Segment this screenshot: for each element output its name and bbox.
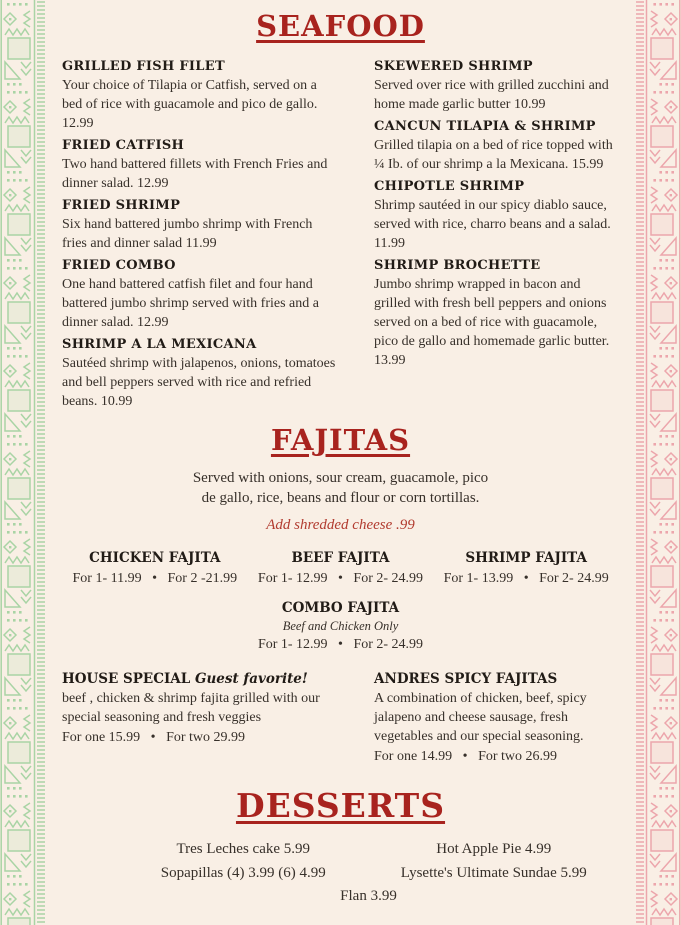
special-price: For one 14.99 • For two 26.99 — [374, 749, 558, 764]
dessert-item: Flan 3.99 — [340, 888, 397, 904]
item-desc: Two hand battered fillets with French Fries and dinner salad. 12.99 — [62, 157, 328, 191]
item-desc: Served over rice with grilled zucchini and home made garlic butter 10.99 — [374, 78, 609, 112]
item-desc: Your choice of Tilapia or Catfish, served on a bed of rice with guacamole and pico de gallo. 12.99 — [62, 78, 318, 131]
item-name: SHRIMP FAJITA — [465, 550, 587, 566]
fajitas-intro — [62, 468, 619, 508]
special-name: ANDRES SPICY FAJITAS — [374, 671, 558, 687]
special-price: For one 15.99 • For two 29.99 — [62, 730, 246, 745]
item-desc: Sautéed shrimp with jalapenos, onions, tomatoes and bell peppers served with rice and refried beans. 10.99 — [62, 356, 336, 409]
special-item — [62, 670, 338, 766]
menu-item — [374, 177, 619, 253]
item-desc: Jumbo shrimp wrapped in bacon and grilled with fresh bell peppers and onions served on a bed of rice with guacamole, pico de gallo and homemade garlic butter. 13.99 — [374, 277, 610, 368]
fajita-column — [248, 549, 434, 588]
item-desc: Six hand battered jumbo shrimp with French fries and dinner salad 11.99 — [62, 217, 313, 251]
fajita-column — [62, 549, 248, 588]
left-border-pattern — [0, 0, 46, 925]
item-name — [374, 670, 619, 689]
seafood-section — [62, 8, 619, 414]
fajitas-title: FAJITAS — [270, 423, 411, 457]
item-desc: beef , chicken & shrimp fajita grilled with our special seasoning and fresh veggies — [62, 691, 320, 725]
menu-item — [62, 57, 338, 133]
fajita-price: For 1- 13.99 • For 2- 24.99 — [443, 571, 609, 586]
left-border-svg — [0, 0, 46, 925]
item-name: SHRIMP A LA MEXICANA — [62, 337, 257, 352]
special-name: HOUSE SPECIAL — [62, 671, 191, 687]
fajita-price: For 1- 11.99 • For 2 -21.99 — [72, 571, 238, 586]
menu-item — [62, 136, 338, 193]
fajitas-section — [62, 422, 619, 766]
fajitas-intro-line2: de gallo, rice, beans and flour or corn tortillas. — [201, 490, 480, 506]
menu-content — [46, 0, 635, 925]
seafood-title: SEAFOOD — [256, 9, 425, 43]
fajitas-intro-line1: Served with onions, sour cream, guacamole, pico — [192, 470, 489, 486]
desserts-title: DESSERTS — [235, 786, 446, 825]
seafood-columns — [62, 57, 619, 414]
item-name: FRIED SHRIMP — [62, 198, 181, 213]
item-name: BEEF FAJITA — [291, 550, 390, 566]
right-border-pattern — [635, 0, 681, 925]
fajita-column — [433, 549, 619, 588]
menu-item — [374, 256, 619, 370]
fajita-price: For 1- 12.99 • For 2- 24.99 — [257, 637, 424, 652]
fajita-columns — [62, 549, 619, 588]
menu-item — [374, 117, 619, 174]
combo-fajita — [62, 599, 619, 654]
menu-item — [62, 335, 338, 411]
item-name: FRIED COMBO — [62, 258, 176, 273]
desserts-section — [62, 786, 619, 905]
dessert-item: Hot Apple Pie 4.99 — [436, 841, 552, 857]
dessert-item: Lysette's Ultimate Sundae 5.99 — [400, 865, 587, 881]
item-name: COMBO FAJITA — [281, 600, 400, 616]
item-name: CHIPOTLE SHRIMP — [374, 179, 525, 194]
menu-item — [62, 256, 338, 332]
dessert-item: Tres Leches cake 5.99 — [176, 841, 311, 857]
item-desc: A combination of chicken, beef, spicy jalapeno and cheese sausage, fresh vegetables and our special seasoning. — [374, 691, 587, 744]
item-name: GRILLED FISH FILET — [62, 59, 225, 74]
addon-note: Add shredded cheese .99 — [266, 517, 415, 533]
item-desc: Shrimp sautéed in our spicy diablo sauce, served with rice, charro beans and a salad. 11.99 — [374, 198, 611, 251]
item-name — [62, 670, 338, 689]
fajita-price: For 1- 12.99 • For 2- 24.99 — [257, 571, 424, 586]
item-name: CANCUN TILAPIA & SHRIMP — [374, 119, 596, 134]
seafood-left-column — [62, 57, 338, 414]
seafood-right-column — [374, 57, 619, 414]
item-name: SHRIMP BROCHETTE — [374, 258, 541, 273]
fajita-specials — [62, 670, 619, 766]
item-desc: One hand battered catfish filet and four hand battered jumbo shrimp served with fries and a dinner salad. 12.99 — [62, 277, 319, 330]
item-name: CHICKEN FAJITA — [89, 550, 221, 566]
menu-item — [62, 196, 338, 253]
menu-item — [374, 57, 619, 114]
desserts-grid — [62, 840, 619, 883]
special-tag: Guest favorite! — [194, 671, 308, 687]
dessert-item: Sopapillas (4) 3.99 (6) 4.99 — [160, 865, 326, 881]
right-border-svg — [635, 0, 681, 925]
special-item — [374, 670, 619, 766]
item-desc: Grilled tilapia on a bed of rice topped with ¼ Ib. of our shrimp a la Mexicana. 15.99 — [374, 138, 613, 172]
item-name: FRIED CATFISH — [62, 138, 185, 153]
item-name: SKEWERED SHRIMP — [374, 59, 533, 74]
combo-note: Beef and Chicken Only — [282, 619, 399, 633]
